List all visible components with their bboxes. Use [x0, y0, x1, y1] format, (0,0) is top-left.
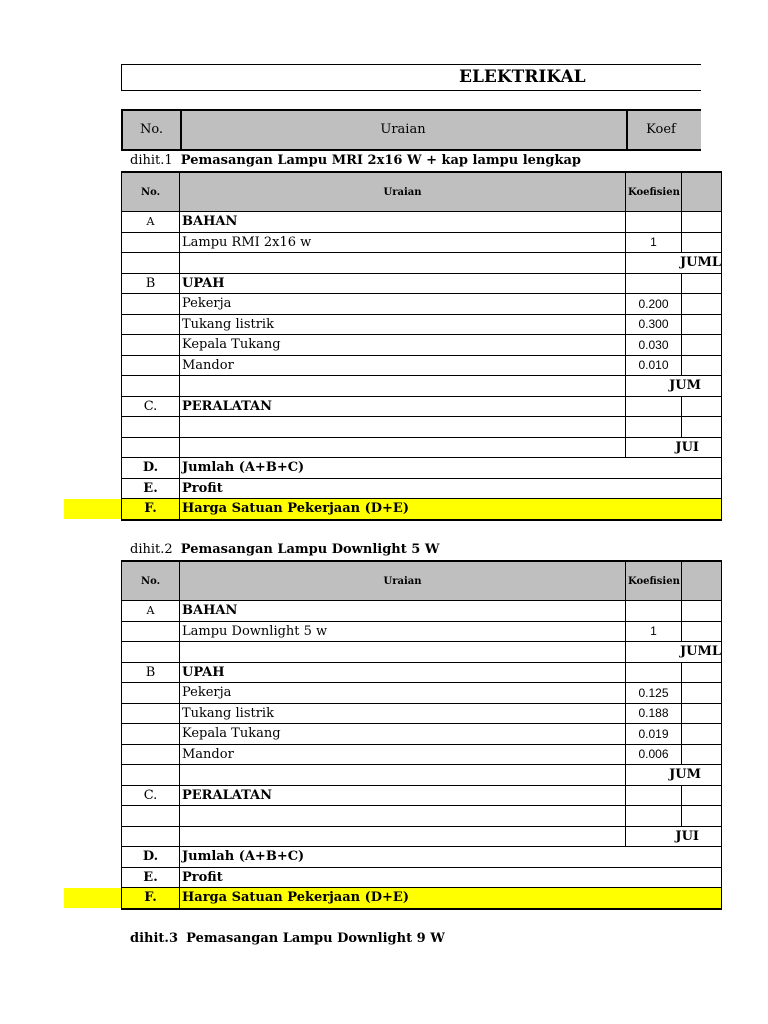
row-label: BAHAN [180, 601, 626, 622]
table-row [122, 253, 722, 274]
table-row [122, 662, 722, 683]
row-no: F. [122, 499, 180, 520]
col-koef: Koefisien [626, 561, 682, 601]
row-label: Tukang listrik [180, 314, 626, 335]
table-row [122, 765, 722, 786]
row-no: A [122, 212, 180, 233]
section-title: Pemasangan Lampu Downlight 9 W [186, 931, 445, 946]
row-label: Kepala Tukang [180, 335, 626, 356]
row-no: F. [122, 888, 180, 909]
section-title: Pemasangan Lampu Downlight 5 W [180, 542, 440, 557]
row-jumlah: JUI [626, 826, 722, 847]
table-header-row [122, 561, 722, 601]
table-row [122, 867, 722, 888]
table-row [122, 642, 722, 663]
table-row [122, 478, 722, 499]
row-koef: 0.010 [626, 355, 682, 376]
main-header-row [121, 109, 701, 151]
row-no: C. [122, 785, 180, 806]
row-label: Pekerja [180, 294, 626, 315]
row-koef: 0.019 [626, 724, 682, 745]
row-no: A [122, 601, 180, 622]
section-1-caption [130, 153, 581, 168]
row-label: Profit [180, 478, 722, 499]
row-label: UPAH [180, 273, 626, 294]
table-row [122, 601, 722, 622]
analysis-table-1 [121, 171, 722, 521]
row-label: BAHAN [180, 212, 626, 233]
row-koef: 0.188 [626, 703, 682, 724]
table-row [122, 314, 722, 335]
table-row [122, 621, 722, 642]
header-uraian: Uraian [180, 111, 628, 149]
section-title: Pemasangan Lampu MRI 2x16 W + kap lampu lengkap [180, 153, 581, 168]
table-row [122, 335, 722, 356]
table-row [122, 437, 722, 458]
table-row [122, 703, 722, 724]
table-row [122, 683, 722, 704]
row-label: Harga Satuan Pekerjaan (D+E) [180, 499, 722, 520]
table-row [122, 826, 722, 847]
section-code: dihit.1 [130, 153, 173, 168]
row-no: D. [122, 847, 180, 868]
row-koef: 0.030 [626, 335, 682, 356]
row-label: Mandor [180, 355, 626, 376]
row-label: Pekerja [180, 683, 626, 704]
table-row [122, 724, 722, 745]
row-koef: 1 [626, 232, 682, 253]
table-header-row [122, 172, 722, 212]
col-koef: Koefisien [626, 172, 682, 212]
row-koef: 0.006 [626, 744, 682, 765]
row-jumlah: JUI [626, 437, 722, 458]
row-label: Lampu Downlight 5 w [180, 621, 626, 642]
col-uraian: Uraian [180, 172, 626, 212]
row-no: E. [122, 867, 180, 888]
table-row [122, 785, 722, 806]
row-label: Jumlah (A+B+C) [180, 458, 722, 479]
row-koef: 1 [626, 621, 682, 642]
header-koef: Koef [646, 122, 676, 137]
row-label: Jumlah (A+B+C) [180, 847, 722, 868]
section-3-caption [130, 931, 445, 946]
row-label: Profit [180, 867, 722, 888]
section-code: dihit.3 [130, 931, 178, 946]
table-row [122, 212, 722, 233]
row-no: C. [122, 396, 180, 417]
row-no: E. [122, 478, 180, 499]
row-label: PERALATAN [180, 785, 626, 806]
row-jumlah: JUM [626, 376, 722, 397]
row-koef: 0.125 [626, 683, 682, 704]
row-jumlah: JUML [626, 642, 722, 663]
row-label: Harga Satuan Pekerjaan (D+E) [180, 888, 722, 909]
table-row [122, 499, 722, 520]
row-koef: 0.300 [626, 314, 682, 335]
sheet-title-box [121, 64, 701, 91]
analysis-table-2 [121, 560, 722, 910]
table-row [122, 232, 722, 253]
table-row [122, 396, 722, 417]
row-label: PERALATAN [180, 396, 626, 417]
section-code: dihit.2 [130, 542, 173, 557]
table-row [122, 355, 722, 376]
header-no: No. [123, 111, 182, 149]
table-row [122, 376, 722, 397]
sheet-title: ELEKTRIKAL [459, 67, 586, 87]
row-no: D. [122, 458, 180, 479]
col-uraian: Uraian [180, 561, 626, 601]
section-2-caption [130, 542, 439, 557]
table-row [122, 458, 722, 479]
col-no: No. [122, 172, 180, 212]
row-jumlah: JUM [626, 765, 722, 786]
table-row [122, 847, 722, 868]
row-label: Lampu RMI 2x16 w [180, 232, 626, 253]
table-row [122, 273, 722, 294]
col-no: No. [122, 561, 180, 601]
table-row [122, 294, 722, 315]
row-no: B [122, 662, 180, 683]
row-label: Kepala Tukang [180, 724, 626, 745]
row-label: UPAH [180, 662, 626, 683]
row-jumlah: JUML [626, 253, 722, 274]
table-row [122, 744, 722, 765]
row-no: B [122, 273, 180, 294]
row-koef: 0.200 [626, 294, 682, 315]
table-row [122, 888, 722, 909]
table-row [122, 806, 722, 827]
table-row [122, 417, 722, 438]
row-label: Tukang listrik [180, 703, 626, 724]
row-label: Mandor [180, 744, 626, 765]
